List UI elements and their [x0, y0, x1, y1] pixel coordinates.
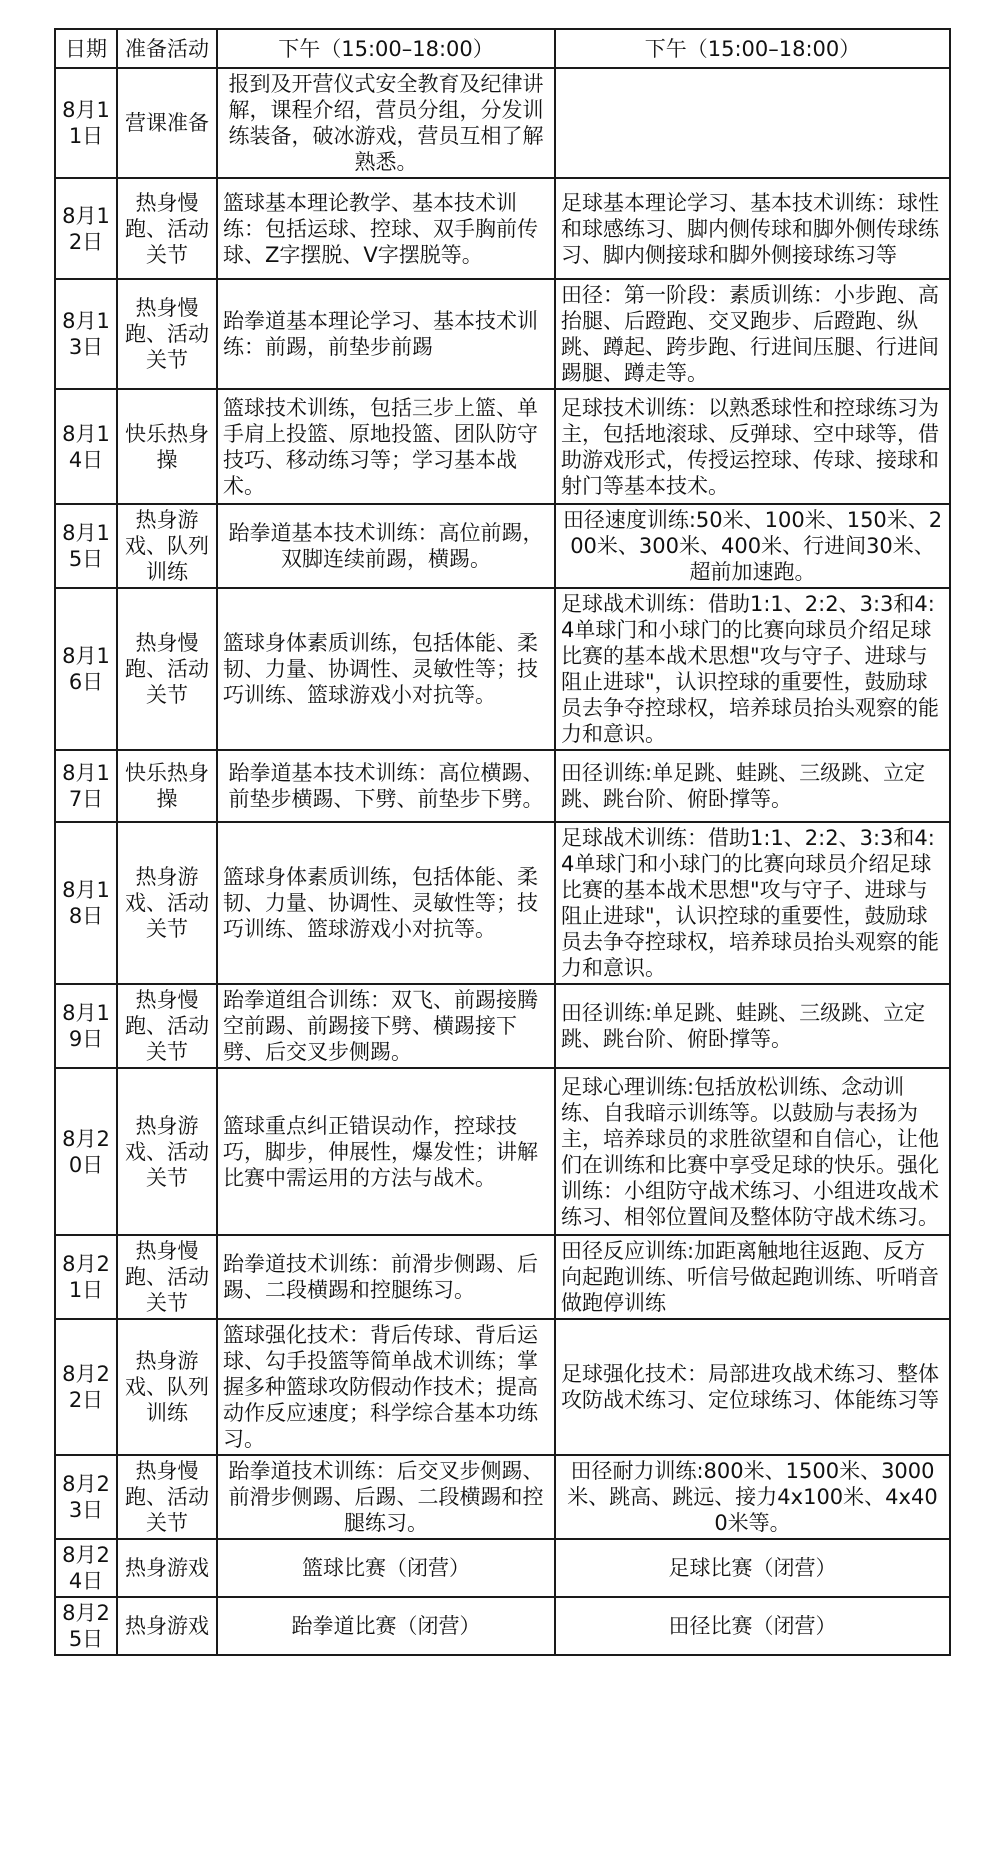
row-warmup: 营课准备 — [117, 68, 217, 178]
row-warmup: 热身慢跑、活动关节 — [117, 588, 217, 750]
row-afternoon-1: 跆拳道比赛（闭营） — [217, 1597, 555, 1655]
row-afternoon-1: 篮球身体素质训练，包括体能、柔韧、力量、协调性、灵敏性等；技巧训练、篮球游戏小对抗等。 — [217, 588, 555, 750]
row-afternoon-1: 跆拳道基本理论学习、基本技术训练：前踢，前垫步前踢 — [217, 279, 555, 389]
table-row — [55, 588, 950, 750]
row-date: 8月19日 — [55, 984, 117, 1068]
row-date: 8月15日 — [55, 504, 117, 588]
row-afternoon-1: 篮球重点纠正错误动作，控球技巧，脚步，伸展性，爆发性；讲解比赛中需运用的方法与战术。 — [217, 1068, 555, 1235]
header-row — [55, 29, 950, 68]
row-afternoon-2 — [555, 68, 950, 178]
table-row — [55, 750, 950, 822]
row-warmup: 快乐热身操 — [117, 389, 217, 504]
row-afternoon-2: 田径反应训练:加距离触地往返跑、反方向起跑训练、听信号做起跑训练、听哨音做跑停训练 — [555, 1235, 950, 1319]
table-row — [55, 68, 950, 178]
row-afternoon-1: 报到及开营仪式安全教育及纪律讲解，课程介绍，营员分组，分发训练装备，破冰游戏，营员互相了解熟悉。 — [217, 68, 555, 178]
row-warmup: 热身游戏 — [117, 1597, 217, 1655]
row-afternoon-1: 跆拳道基本技术训练：高位横踢、前垫步横踢、下劈、前垫步下劈。 — [217, 750, 555, 822]
row-afternoon-2: 足球战术训练：借助1:1、2:2、3:3和4:4单球门和小球门的比赛向球员介绍足球比赛的基本战术思想"攻与守子、进球与阻止进球"，认识控球的重要性，鼓励球员去争夺控球权，培养球员抬头观察的能力和意识。 — [555, 822, 950, 984]
row-afternoon-1: 跆拳道技术训练：后交叉步侧踢、前滑步侧踢、后踢、二段横踢和控腿练习。 — [217, 1455, 555, 1539]
header-afternoon-2: 下午（15:00–18:00） — [555, 29, 950, 68]
table-row — [55, 1319, 950, 1455]
row-warmup: 热身游戏、活动关节 — [117, 1068, 217, 1235]
schedule-table — [54, 28, 951, 1656]
row-date: 8月11日 — [55, 68, 117, 178]
row-afternoon-2: 足球心理训练:包括放松训练、念动训练、自我暗示训练等。以鼓励与表扬为主，培养球员的求胜欲望和自信心，让他们在训练和比赛中享受足球的快乐。强化训练：小组防守战术练习、小组进攻战术练习、相邻位置间及整体防守战术练习。 — [555, 1068, 950, 1235]
table-row — [55, 178, 950, 279]
row-warmup: 热身游戏、队列训练 — [117, 504, 217, 588]
row-afternoon-2: 足球技术训练：以熟悉球性和控球练习为主，包括地滚球、反弹球、空中球等，借助游戏形式，传授运控球、传球、接球和射门等基本技术。 — [555, 389, 950, 504]
row-afternoon-2: 田径速度训练:50米、100米、150米、200米、300米、400米、行进间30米、超前加速跑。 — [555, 504, 950, 588]
row-warmup: 热身游戏、活动关节 — [117, 822, 217, 984]
table-row — [55, 1539, 950, 1597]
header-afternoon-1: 下午（15:00–18:00） — [217, 29, 555, 68]
row-warmup: 快乐热身操 — [117, 750, 217, 822]
header-date: 日期 — [55, 29, 117, 68]
row-afternoon-1: 篮球基本理论教学、基本技术训练：包括运球、控球、双手胸前传球、Z字摆脱、V字摆脱等。 — [217, 178, 555, 279]
row-afternoon-2: 田径比赛（闭营） — [555, 1597, 950, 1655]
row-afternoon-2: 足球基本理论学习、基本技术训练：球性和球感练习、脚内侧传球和脚外侧传球练习、脚内侧接球和脚外侧接球练习等 — [555, 178, 950, 279]
row-date: 8月12日 — [55, 178, 117, 279]
row-afternoon-1: 跆拳道组合训练：双飞、前踢接腾空前踢、前踢接下劈、横踢接下劈、后交叉步侧踢。 — [217, 984, 555, 1068]
row-afternoon-2: 田径：第一阶段：素质训练：小步跑、高抬腿、后蹬跑、交叉跑步、后蹬跑、纵跳、蹲起、跨步跑、行进间压腿、行进间踢腿、蹲走等。 — [555, 279, 950, 389]
table-row — [55, 1235, 950, 1319]
table-row — [55, 1068, 950, 1235]
row-date: 8月20日 — [55, 1068, 117, 1235]
row-warmup: 热身慢跑、活动关节 — [117, 1455, 217, 1539]
row-afternoon-2: 田径训练:单足跳、蛙跳、三级跳、立定跳、跳台阶、俯卧撑等。 — [555, 984, 950, 1068]
row-date: 8月13日 — [55, 279, 117, 389]
row-date: 8月16日 — [55, 588, 117, 750]
table-row — [55, 279, 950, 389]
row-warmup: 热身游戏、队列训练 — [117, 1319, 217, 1455]
row-warmup: 热身慢跑、活动关节 — [117, 178, 217, 279]
header-activity: 准备活动 — [117, 29, 217, 68]
row-afternoon-1: 篮球强化技术：背后传球、背后运球、勾手投篮等简单战术训练；掌握多种篮球攻防假动作技术；提高动作反应速度；科学综合基本功练习。 — [217, 1319, 555, 1455]
row-afternoon-1: 跆拳道技术训练：前滑步侧踢、后踢、二段横踢和控腿练习。 — [217, 1235, 555, 1319]
row-afternoon-1: 跆拳道基本技术训练：高位前踢，双脚连续前踢，横踢。 — [217, 504, 555, 588]
row-afternoon-1: 篮球身体素质训练，包括体能、柔韧、力量、协调性、灵敏性等；技巧训练、篮球游戏小对抗等。 — [217, 822, 555, 984]
row-afternoon-1: 篮球技术训练，包括三步上篮、单手肩上投篮、原地投篮、团队防守技巧、移动练习等；学习基本战术。 — [217, 389, 555, 504]
row-warmup: 热身游戏 — [117, 1539, 217, 1597]
row-afternoon-1: 篮球比赛（闭营） — [217, 1539, 555, 1597]
table-row — [55, 984, 950, 1068]
row-date: 8月25日 — [55, 1597, 117, 1655]
row-date: 8月22日 — [55, 1319, 117, 1455]
row-afternoon-2: 田径训练:单足跳、蛙跳、三级跳、立定跳、跳台阶、俯卧撑等。 — [555, 750, 950, 822]
row-date: 8月14日 — [55, 389, 117, 504]
row-afternoon-2: 足球比赛（闭营） — [555, 1539, 950, 1597]
table-row — [55, 1455, 950, 1539]
row-afternoon-2: 足球战术训练：借助1:1、2:2、3:3和4:4单球门和小球门的比赛向球员介绍足球比赛的基本战术思想"攻与守子、进球与阻止进球"，认识控球的重要性，鼓励球员去争夺控球权，培养球员抬头观察的能力和意识。 — [555, 588, 950, 750]
table-row — [55, 389, 950, 504]
row-afternoon-2: 田径耐力训练:800米、1500米、3000米、跳高、跳远、接力4x100米、4x400米等。 — [555, 1455, 950, 1539]
row-date: 8月17日 — [55, 750, 117, 822]
table-row — [55, 822, 950, 984]
row-date: 8月18日 — [55, 822, 117, 984]
table-row — [55, 504, 950, 588]
row-date: 8月24日 — [55, 1539, 117, 1597]
table-row — [55, 1597, 950, 1655]
row-date: 8月23日 — [55, 1455, 117, 1539]
row-date: 8月21日 — [55, 1235, 117, 1319]
row-afternoon-2: 足球强化技术：局部进攻战术练习、整体攻防战术练习、定位球练习、体能练习等 — [555, 1319, 950, 1455]
row-warmup: 热身慢跑、活动关节 — [117, 984, 217, 1068]
row-warmup: 热身慢跑、活动关节 — [117, 1235, 217, 1319]
row-warmup: 热身慢跑、活动关节 — [117, 279, 217, 389]
